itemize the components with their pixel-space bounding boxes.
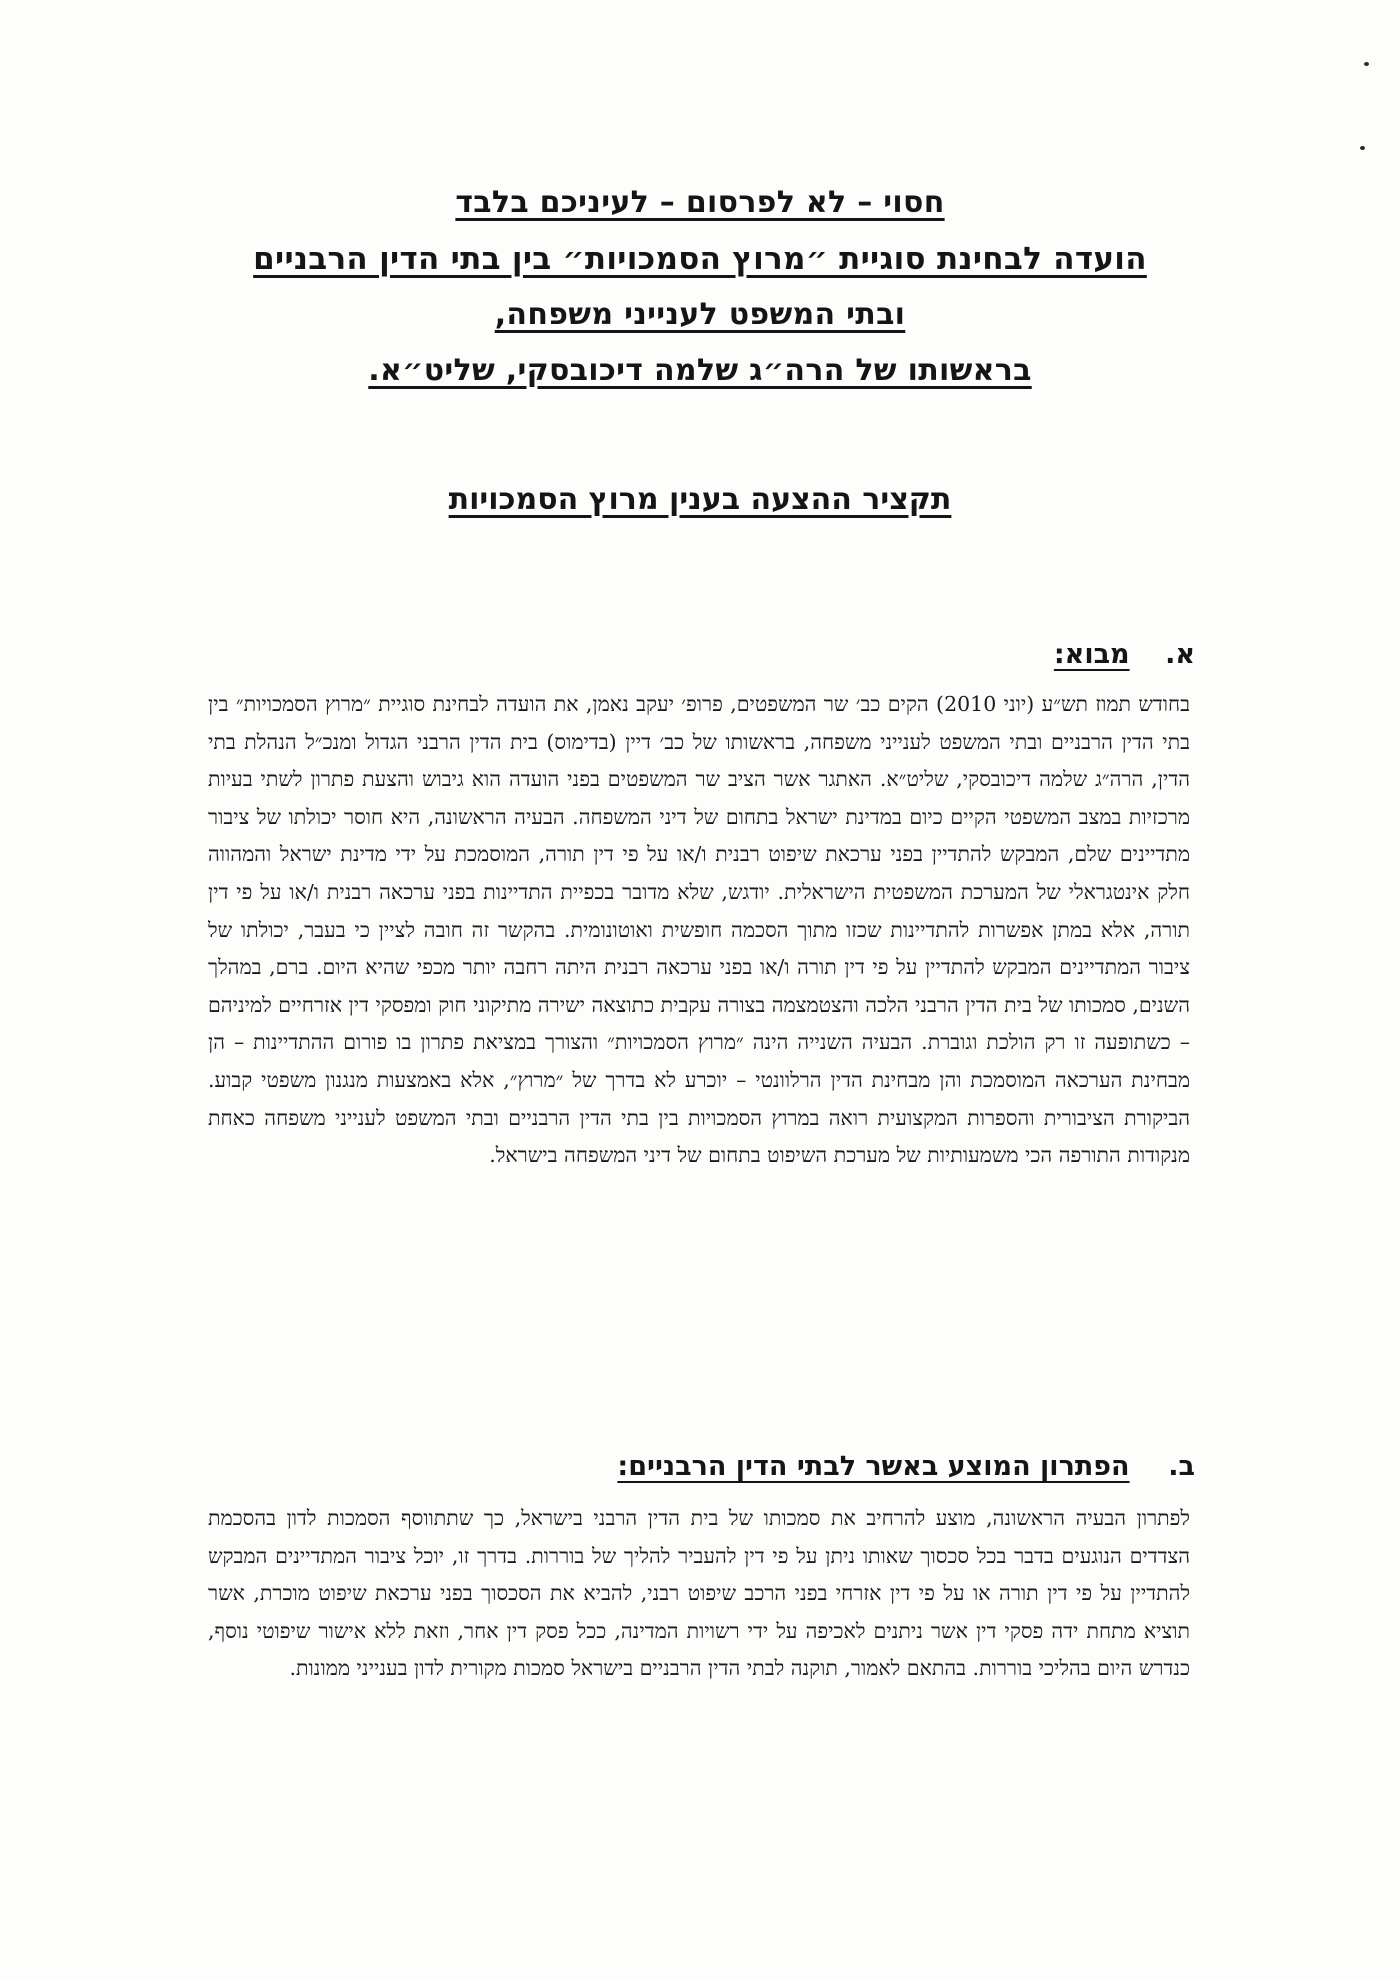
section-body-proposed-solution: לפתרון הבעיה הראשונה, מוצע להרחיב את סמכותו של בית הדין הרבני בישראל, כך שתתווסף הסמכות לדון בהסכמת הצדדים הנוגעים בדבר בכל סכסוך שאותו ניתן על פי דין להעביר להליך של בוררות. בדרך זו, יוכל ציבור המתדיינים המבקש להתדיין על פי דין תורה או על פי דין אזרחי בפני הרכב שיפוט רבני, להביא את הסכסוך בפני ערכאת שיפוט מוכרת, אשר תוציא מתחת ידה פסקי דין אשר ניתנים לאכיפה על ידי רשויות המדינה, ככל פסק דין אחר, וזאת ללא אישור שיפוטי נוסף, כנדרש היום בהליכי בוררות. בהתאם לאמור, תוקנה לבתי הדין הרבניים בישראל סמכות מקורית לדון בענייני ממונות. (208, 1506, 1190, 1681)
section-body-introduction: בחודש תמוז תש״ע (יוני 2010) הקים כב׳ שר המשפטים, פרופ׳ יעקב נאמן, את הועדה לבחינת סוגיית ״מרוץ הסמכויות״ בין בתי הדין הרבניים ובתי המשפט לענייני משפחה, בראשותו של כב׳ דיין (בדימוס) בית הדין הרבני הגדול ומנכ״ל הנהלת בתי הדין, הרה״ג שלמה דיכובסקי, שליט״א. האתגר אשר הציב שר המשפטים בפני הועדה הוא גיבוש והצעת פתרון לשתי בעיות מרכזיות במצב המשפטי הקיים כיום במדינת ישראל בתחום של דיני המשפחה. הבעיה הראשונה, היא חוסר יכולתו של ציבור מתדיינים שלם, המבקש להתדיין בפני ערכאת שיפוט רבנית ו/או על פי דין תורה, המוסמכת על ידי מדינת ישראל והמהווה חלק אינטגראלי של המערכת המשפטית הישראלית. יודגש, שלא מדובר בכפיית התדיינות בפני ערכאה רבנית ו/או על פי דין תורה, אלא במתן אפשרות להתדיינות שכזו מתוך הסכמה חופשית ואוטונומית. בהקשר זה חובה לציין כי בעבר, יכולתו של ציבור המתדיינים המבקש להתדיין על פי דין תורה ו/או בפני ערכאה רבנית היתה רחבה יותר מכפי שהיא היום. ברם, במהלך השנים, סמכותו של בית הדין הרבני הלכה והצטמצמה בצורה עקבית כתוצאה ישירה מתיקוני חוק ומפסקי דין אזרחיים למיניהם – כשתופעה זו רק הולכת וגוברת. הבעיה השנייה הינה ״מרוץ הסמכויות״ והצורך במציאת פתרון בו פורום ההתדיינות – הן מבחינת הערכאה המוסמכת והן מבחינת הדין הרלוונטי – יוכרע לא בדרך של ״מרוץ״, אלא באמצעות מנגנון משפטי קבוע. הביקורת הציבורית והספרות המקצועית רואה במרוץ הסמכויות בין בתי הדין הרבניים ובתי המשפט לענייני משפחה כאחת מנקודות התורפה הכי משמעותיות של מערכת השיפוט בתחום של דיני המשפחה בישראל. (208, 692, 1190, 1168)
committee-title-line-1: הועדה לבחינת סוגיית ״מרוץ הסמכויות״ בין בתי הדין הרבניים (253, 241, 1147, 277)
summary-title: תקציר ההצעה בענין מרוץ הסמכויות (448, 482, 952, 517)
section-number: ב. (1168, 1451, 1195, 1482)
section-number: א. (1165, 639, 1195, 670)
section-title: מבוא: (1053, 639, 1130, 670)
classification-notice: חסוי – לא לפרסום – לעיניכם בלבד (455, 185, 945, 220)
document-header (200, 185, 1200, 412)
section-title: הפתרון המוצע באשר לבתי הדין הרבניים: (617, 1451, 1130, 1482)
committee-title-line-2: ובתי המשפט לענייני משפחה, (494, 297, 906, 332)
scan-speck (1360, 146, 1365, 150)
scan-speck (1364, 62, 1369, 66)
committee-title-line-3: בראשותו של הרה״ג שלמה דיכובסקי, שליט״א. (368, 353, 1032, 388)
section-heading-b (617, 1452, 1195, 1482)
section-heading-a (1054, 640, 1195, 670)
